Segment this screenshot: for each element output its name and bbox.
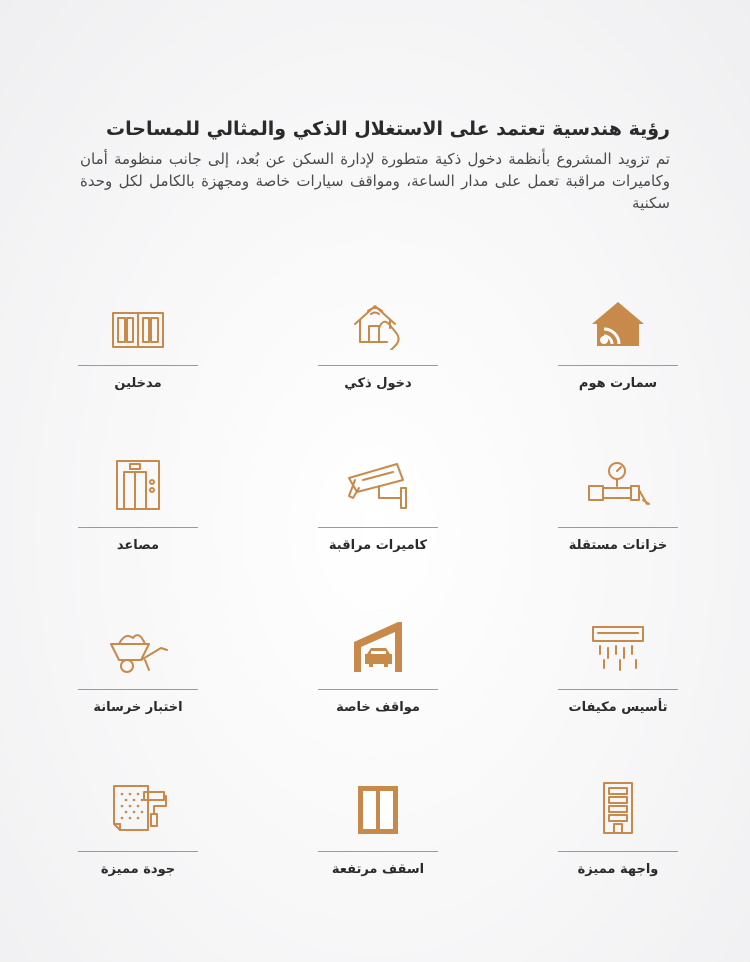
feature-security-cameras — [318, 450, 438, 612]
feature-label: مصاعد — [116, 538, 160, 553]
divider-line — [318, 851, 438, 852]
feature-label: خزانات مستقلة — [568, 538, 668, 553]
feature-double-door — [78, 288, 198, 450]
concrete-wheelbarrow-icon — [105, 630, 171, 674]
feature-label: جودة مميزة — [100, 862, 176, 877]
feature-premium-quality — [78, 774, 198, 936]
divider-line — [318, 365, 438, 366]
feature-label: واجهة مميزة — [577, 862, 659, 877]
double-door-icon — [110, 310, 166, 350]
feature-label: اسقف مرتفعة — [331, 862, 425, 877]
intro-paragraph: تم تزويد المشروع بأنظمة دخول ذكية متطورة لإدارة السكن عن بُعد، إلى جانب منظومة أمان وكاميرات مراقبة تعمل على مدار الساعة، ومواقف سيارات خاصة ومجهزة بالكامل لكل وحدة سكنية — [80, 150, 670, 212]
feature-smart-entry — [318, 288, 438, 450]
divider-line — [318, 689, 438, 690]
smart-home-icon — [588, 300, 648, 350]
divider-line — [558, 851, 678, 852]
quality-paint-roller-icon — [108, 780, 168, 836]
feature-high-ceilings — [318, 774, 438, 936]
feature-label: اختبار خرسانة — [93, 700, 183, 715]
intro-section — [80, 118, 670, 214]
feature-label: سمارت هوم — [578, 376, 658, 391]
divider-line — [558, 365, 678, 366]
smart-entry-icon — [349, 298, 407, 350]
divider-line — [78, 365, 198, 366]
feature-label: كاميرات مراقبة — [328, 538, 428, 553]
high-ceiling-window-icon — [356, 784, 400, 836]
feature-private-parking — [318, 612, 438, 774]
feature-label: تأسيس مكيفات — [568, 700, 668, 715]
page-title: رؤية هندسية تعتمد على الاستغلال الذكي والمثالي للمساحات — [106, 118, 670, 140]
security-camera-icon — [345, 458, 411, 512]
divider-line — [78, 527, 198, 528]
divider-line — [78, 689, 198, 690]
feature-independent-tanks — [558, 450, 678, 612]
feature-distinctive-facade — [558, 774, 678, 936]
feature-label: دخول ذكي — [344, 376, 412, 391]
features-grid — [78, 288, 678, 936]
feature-label: مواقف خاصة — [336, 700, 420, 715]
feature-smart-home — [558, 288, 678, 450]
feature-concrete-test — [78, 612, 198, 774]
divider-line — [78, 851, 198, 852]
private-parking-icon — [352, 620, 404, 674]
elevator-icon — [114, 458, 162, 512]
divider-line — [558, 527, 678, 528]
air-conditioner-icon — [590, 624, 646, 674]
facade-building-icon — [600, 780, 636, 836]
feature-elevators — [78, 450, 198, 612]
feature-ac-installation — [558, 612, 678, 774]
divider-line — [318, 527, 438, 528]
divider-line — [558, 689, 678, 690]
water-tank-meter-icon — [585, 460, 651, 512]
feature-label: مدخلين — [114, 376, 162, 391]
